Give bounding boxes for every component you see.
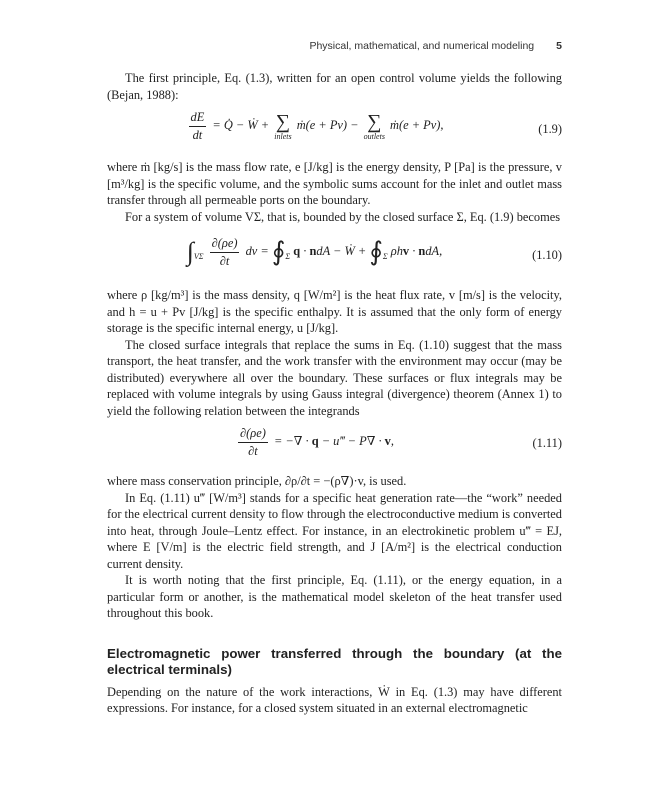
section-heading: Electromagnetic power transferred through the boundary (at the electrical terminals) <box>107 645 562 677</box>
paragraph-1: The first principle, Eq. (1.3), written for an open control volume yields the following (Bejan, 1988): <box>107 71 562 102</box>
paragraph-9: Depending on the nature of the work interactions, Ẇ in Eq. (1.3) may have different expressions. For instance, for a closed system situated in an external electromagnetic <box>107 684 562 715</box>
running-title: Physical, mathematical, and numerical modeling <box>309 40 535 52</box>
equation-number: (1.10) <box>532 248 562 262</box>
paragraph-2: where ṁ [kg/s] is the mass flow rate, e [J/kg] is the energy density, P [Pa] is the pressure, v [m³/kg] is the specific volume, and the symbolic sums account for the inlet and outlet mass transfer through all permeable ports on the boundary. <box>107 160 562 207</box>
equation-1-10: $\int_{V\Sigma}$ $\frac{\partial(\rho e)}{\partial t}$ dv = $∮_\Sigma$ q · ndA − Ẇ + $∮_\Sigma$ ρhv · ndA, (1.10) <box>186 236 562 268</box>
paragraph-7: In Eq. (1.11) u‴ [W/m³] stands for a specific heat generation rate—the “work” needed for the electrical current density to flow through the electroconductive medium is converted into heat, through Joule–Lentz effect. For instance, in an electrokinetic problem u‴ = EJ, where E [V/m] is the electric field strength, and J [A/m²] is the electrical conduction current density. <box>107 490 562 571</box>
outlets-label: outlets <box>363 131 385 141</box>
running-header <box>309 40 562 52</box>
sigma-sub-1: Σ <box>285 251 291 261</box>
equation-number: (1.9) <box>538 122 562 136</box>
page-number: 5 <box>556 40 562 52</box>
paragraph-3: For a system of volume VΣ, that is, bounded by the closed surface Σ, Eq. (1.9) becomes <box>125 209 561 224</box>
paragraph-4: where ρ [kg/m³] is the mass density, q [W/m²] is the heat flux rate, v [m/s] is the velocity, and h = u + Pv [J/kg] is the specific enthalpy. It is assumed that the only form of energy storage is the specific internal energy, u [J/kg]. <box>107 288 562 335</box>
paragraph-8: It is worth noting that the first principle, Eq. (1.11), or the energy equation, in a particular form or another, is the mathematical model skeleton of the heat transfer used throughout this book. <box>107 573 562 620</box>
equation-number: (1.11) <box>532 436 562 450</box>
inlets-label: inlets <box>274 131 292 141</box>
equation-1-9: $\frac{dE}{dt}$ = Q̇ − Ẇ + ∑ inlets ṁ(e + Pv) − ∑ outlets ṁ(e + Pv), (1.9) <box>190 110 562 142</box>
vsigma-sub: VΣ <box>193 251 204 261</box>
main-text <box>107 70 562 717</box>
equation-1-11: $\frac{\partial(\rho e)}{\partial t}$ = −∇ · q − u‴ − P∇ · v, (1.11) <box>240 426 562 458</box>
paragraph-6: where mass conservation principle, ∂ρ/∂t = −(ρ∇)·v, is used. <box>107 474 407 488</box>
sigma-sub-2: Σ <box>382 251 388 261</box>
paragraph-5: The closed surface integrals that replace the sums in Eq. (1.10) suggest that the mass transport, the heat transfer, and the work transfer with the environment may occur (may be distributed) everywhere all over the boundary. These surfaces or flux integrals may be replaced with volume integrals by using Gauss integral (divergence) theorem (Annex 1) to yield the following relation between the integrands <box>107 337 562 418</box>
